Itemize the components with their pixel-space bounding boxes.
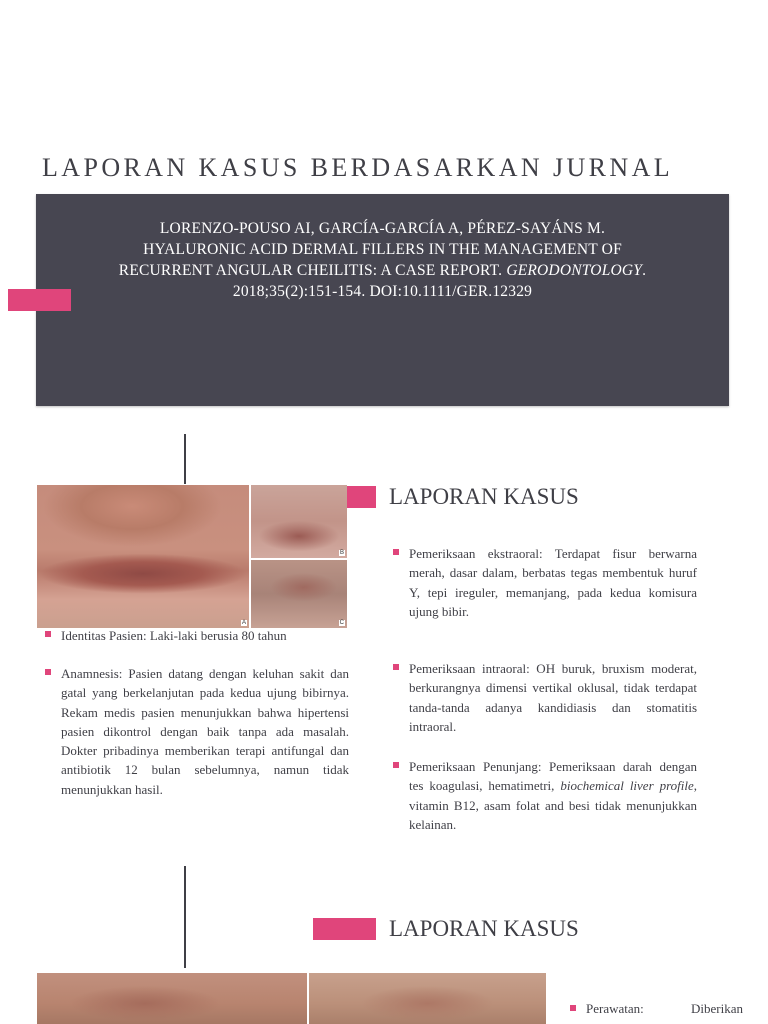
bullet: [570, 1005, 576, 1011]
treatment-text: Perawatan: Diberikan: [586, 1001, 743, 1016]
bullet: [393, 762, 399, 768]
supporting-exam-text: [409, 757, 697, 834]
bullet: [45, 631, 51, 637]
citation-title-line2: [36, 260, 729, 281]
citation-punctuation: .: [642, 262, 647, 279]
anamnesis-text: Anamnesis: Pasien datang dengan keluhan sakit dan gatal yang berkelanjutan pada kedua ujung bibirnya. Rekam medis pasien menunjukkan bahwa hipertensi pasien dikontrol dengan baik tanpa ada masalah. Dokter pribadinya memberikan terapi antifungal dan antibiotik 12 bulan sebelumnya, namun tidak menunjukkan hasil.: [61, 666, 349, 797]
citation-authors: LORENZO-POUSO AI, GARCÍA-GARCÍA A, PÉREZ-SAYÁNS M.: [159, 220, 606, 237]
accent-bar: [313, 918, 376, 940]
photo-label-b: B: [339, 550, 344, 556]
bullet: [393, 549, 399, 555]
section-heading: LAPORAN KASUS: [389, 916, 579, 941]
bullet: [393, 664, 399, 670]
treatment-photo-right: [309, 973, 546, 1024]
citation-title-line1: HYALURONIC ACID DERMAL FILLERS IN THE MANAGEMENT OF: [143, 241, 622, 258]
treatment-photo-left: [37, 973, 307, 1024]
clinical-photo-a: [37, 485, 249, 628]
bullet: [45, 669, 51, 675]
slide-title: LAPORAN KASUS BERDASARKAN JURNAL: [42, 153, 674, 182]
citation-journal: GERODONTOLOGY: [506, 262, 643, 279]
extraoral-exam-text: Pemeriksaan ekstraoral: Terdapat fisur berwarna merah, dasar dalam, berbatas tegas membentuk huruf Y, tepi ireguler, memanjang, pada kedua komisura ujung bibir.: [409, 546, 697, 619]
intraoral-exam-text: Pemeriksaan intraoral: OH buruk, bruxism moderat, berkurangnya dimensi vertikal oklusal, tidak terdapat tanda-tanda adanya kandidiasis dan stomatitis intraoral.: [409, 661, 697, 734]
clinical-photo-b: [251, 485, 347, 558]
supporting-exam-start: Pemeriksaan Penunjang: Pemeriksaan darah dengan tes koagulasi, hematimetri,: [409, 759, 697, 794]
section-heading: LAPORAN KASUS: [389, 484, 579, 509]
citation-text: [36, 218, 729, 302]
clinical-photo-c: [251, 560, 347, 628]
divider-line: [184, 434, 186, 484]
supporting-exam-end: , vitamin B12, asam folat and besi tidak menunjukkan kelainan.: [409, 778, 697, 832]
citation-doi: 2018;35(2):151-154. DOI:10.1111/GER.12329: [232, 283, 533, 300]
citation-title-end: RECURRENT ANGULAR CHEILITIS: A CASE REPORT.: [118, 262, 507, 279]
supporting-exam-italic: biochemical liver profile: [560, 778, 694, 794]
patient-identity: Identitas Pasien: Laki-laki berusia 80 tahun: [61, 628, 287, 643]
photo-label-a: A: [241, 620, 246, 626]
divider-line: [184, 866, 186, 968]
photo-label-c: C: [339, 620, 344, 626]
